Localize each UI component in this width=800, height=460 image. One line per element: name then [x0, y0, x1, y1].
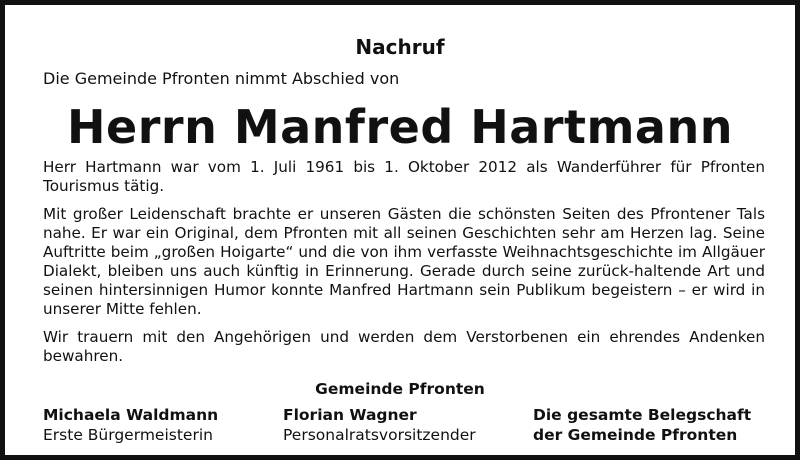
notice-body — [43, 158, 765, 375]
paragraph-tribute: Mit großer Leidenschaft brachte er unseren Gästen die schönsten Seiten des Pfrontener Tals nahe. Er war ein Original, dem Pfronten mit all seinen Geschichten sehr am Herzen lag. Seine Auftritte beim „großen Hoigarte“ und die von ihm verfasste Weihnachtsgeschichte im Allgäuer Dialekt, bleiben uns auch künftig in Erinnerung. Gerade durch seine zurück-haltende Art und seinen hintersinnigen Humor konnte Manfred Hartmann sein Publikum begeistern – er wird in unserer Mitte fehlen. — [43, 205, 765, 318]
notice-heading: Nachruf — [355, 35, 445, 59]
organization-name: Gemeinde Pfronten — [315, 380, 485, 398]
signatory-mayor — [43, 405, 218, 445]
signatory-role: der Gemeinde Pfronten — [533, 426, 738, 444]
paragraph-condolence: Wir trauern mit den Angehörigen und werden dem Verstorbenen ein ehrendes Andenken bewahren. — [43, 328, 765, 365]
deceased-name: Herrn Manfred Hartmann — [67, 100, 733, 154]
intro-line: Die Gemeinde Pfronten nimmt Abschied von — [43, 69, 400, 88]
signatory-staff-council — [283, 405, 476, 445]
signatory-role: Erste Bürgermeisterin — [43, 426, 213, 444]
signatory-name: Florian Wagner — [283, 406, 417, 424]
signatory-role: Personalratsvorsitzender — [283, 426, 476, 444]
signatory-name: Michaela Waldmann — [43, 406, 219, 424]
paragraph-career: Herr Hartmann war vom 1. Juli 1961 bis 1. Oktober 2012 als Wanderführer für Pfronten Tourismus tätig. — [43, 158, 765, 195]
signatory-name: Die gesamte Belegschaft — [533, 406, 752, 424]
signatory-staff — [533, 405, 751, 445]
